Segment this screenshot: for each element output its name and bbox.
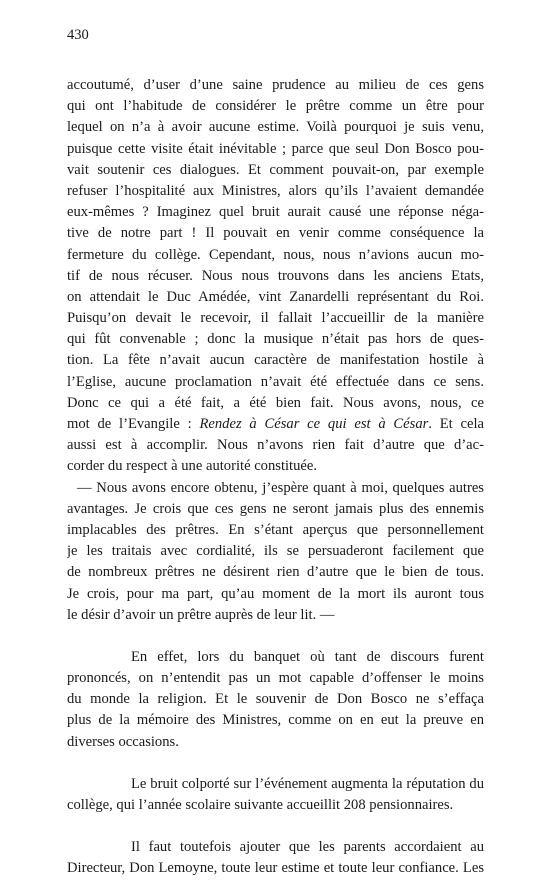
- text-line: Directeur, Don Lemoyne, toute leur estime et toute leur confiance. Les: [67, 860, 484, 877]
- text-line: fermeture du collège. Cependant, nous, nous n’avions aucun mo-: [67, 246, 484, 263]
- text-line: diverses occasions.: [67, 733, 179, 750]
- text-line: En effet, lors du banquet où tant de discours furent: [131, 648, 484, 665]
- page-number: 430: [67, 27, 89, 43]
- text-line: de nombreux prêtres ne désirent rien d’autre que le bien de tous.: [67, 564, 484, 581]
- text-line: Il faut toutefois ajouter que les parents accordaient au: [131, 839, 484, 856]
- text-line: puisque cette visite était inévitable ; parce que seul Don Bosco pou-: [67, 140, 484, 157]
- text-line: plus de la mémoire des Ministres, comme on en eut la preuve en: [67, 712, 484, 729]
- text-line: prononcés, on n’entendit pas un mot capable d’offenser le moins: [67, 670, 484, 687]
- text-line: — Nous avons encore obtenu, j’espère quant à moi, quelques autres: [77, 479, 484, 496]
- gospel-quote: Rendez à César ce qui est à César: [199, 416, 429, 432]
- paragraph-4: [67, 774, 484, 816]
- text-segment: mot de l’Evangile :: [67, 416, 192, 432]
- text-line: accoutumé, d’user d’une saine prudence au milieu de ces gens: [67, 77, 484, 93]
- text-line: on attendait le Duc Amédée, vint Zanardelli représentant du Roi.: [67, 288, 484, 305]
- body-text: [67, 75, 484, 880]
- text-line: lequel on n’a à avoir aucune estime. Voilà pourquoi je suis venu,: [67, 119, 484, 136]
- text-line: tion. La fête n’avait aucun caractère de manifestation hostile à: [67, 352, 484, 369]
- text-line: qui ont l’habitude de considérer le prêtre comme un être pour: [67, 98, 484, 115]
- text-line: eux-mêmes ? Imaginez quel bruit aurait causé une réponse néga-: [67, 204, 484, 221]
- text-line: corder du respect à une autorité constituée.: [67, 458, 318, 475]
- paragraph-gap: [67, 626, 484, 647]
- text-line: aussi est à accomplir. Nous n’avons rien fait d’autre que d’ac-: [67, 437, 484, 454]
- text-line: Puisqu’on devait le recevoir, il fallait l’accueillir de la manière: [67, 310, 484, 327]
- text-line-with-quote: [67, 414, 484, 435]
- paragraph-gap: [67, 753, 484, 774]
- paragraph-2: [67, 478, 484, 626]
- text-line: Je crois, pour ma part, qu’au moment de la mort ils auront tous: [67, 585, 484, 602]
- text-line: collège, qui l’année scolaire suivante accueillit 208 pensionnaires.: [67, 797, 454, 813]
- paragraph-gap: [67, 816, 484, 837]
- text-line: tive de notre part ! Il pouvait en venir comme conséquence la: [67, 225, 484, 242]
- text-line: Le bruit colporté sur l’événement augmenta la réputation du: [131, 775, 484, 792]
- text-line: implacables des prêtres. En s’étant aperçus que personnellement: [67, 521, 484, 538]
- text-line: l’Eglise, aucune proclamation n’avait été effectuée dans ce sens.: [67, 373, 484, 390]
- text-line: du monde la religion. Et le souvenir de Don Bosco ne s’effaça: [67, 691, 484, 708]
- text-line: tif de nous récuser. Nous nous trouvons dans les anciens Etats,: [67, 267, 484, 284]
- paragraph-5: [67, 837, 484, 879]
- text-line: vait soutenir ces dialogues. Et comment pouvait-on, par exemple: [67, 161, 484, 178]
- text-line: le désir d’avoir un prêtre auprès de leur lit. —: [67, 606, 335, 623]
- text-line: qui fût convenable ; donc la musique n’était pas hors de ques-: [67, 331, 484, 348]
- paragraph-3: [67, 647, 484, 753]
- text-segment: . Et cela: [428, 416, 484, 432]
- paragraph-1: [67, 75, 484, 478]
- text-line: refuser l’hospitalité aux Ministres, alors qu’ils l’avaient demandée: [67, 182, 484, 199]
- text-line: avantages. Je crois que ces gens ne seront jamais plus des ennemis: [67, 500, 484, 517]
- text-line: je les traitais avec cordialité, ils se persuaderont facilement que: [67, 543, 484, 560]
- text-line: Donc ce qui a été fait, a été bien fait. Nous avons, nous, ce: [67, 394, 484, 411]
